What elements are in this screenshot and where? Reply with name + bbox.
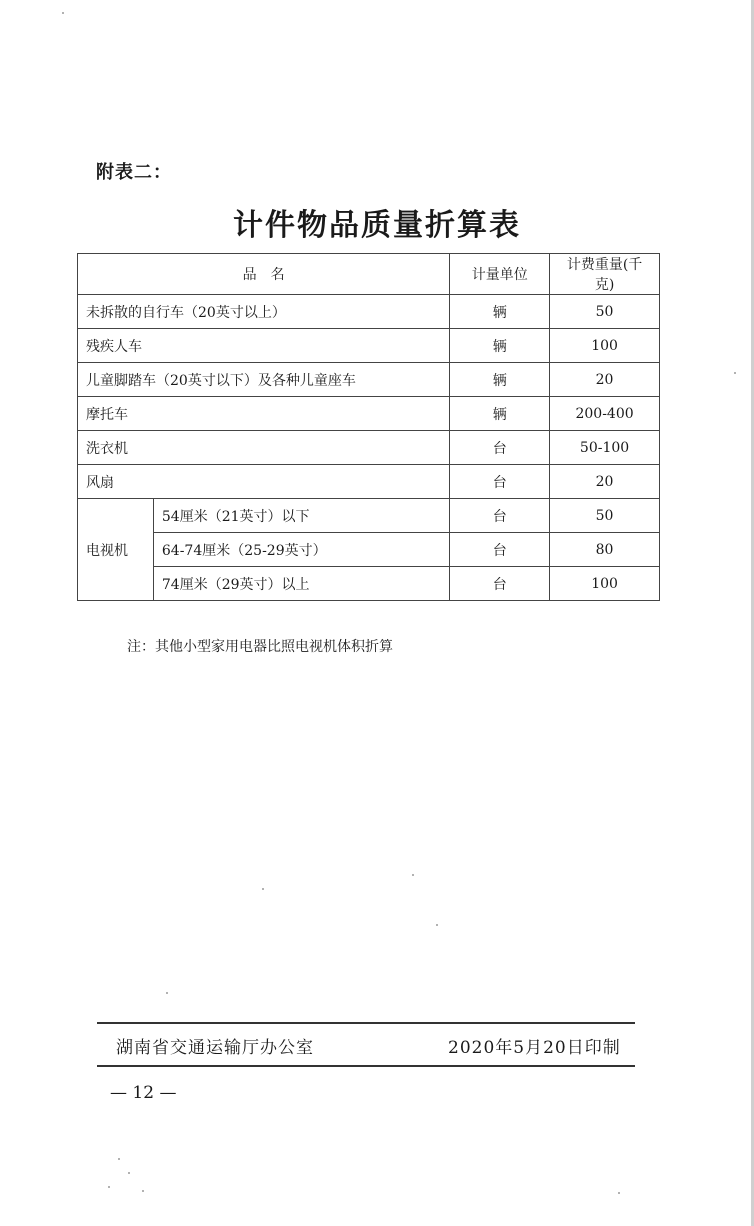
row-unit: 台 <box>450 465 550 499</box>
scan-speck <box>734 372 736 374</box>
row-unit: 辆 <box>450 295 550 329</box>
row-name: 54厘米（21英寸）以下 <box>153 499 449 533</box>
row-weight: 200-400 <box>550 397 660 431</box>
row-name: 74厘米（29英寸）以上 <box>153 567 449 601</box>
row-weight: 20 <box>550 363 660 397</box>
header-weight: 计费重量(千克) <box>550 254 660 295</box>
row-weight: 50 <box>550 499 660 533</box>
page-number: — 12 — <box>110 1083 177 1103</box>
scan-speck <box>62 12 64 14</box>
scan-speck <box>128 1172 130 1174</box>
scan-speck <box>262 888 264 890</box>
scan-speck <box>412 874 414 876</box>
row-name: 未拆散的自行车（20英寸以上） <box>78 295 450 329</box>
row-unit: 台 <box>450 499 550 533</box>
footer-rule-top <box>97 1022 635 1024</box>
table-row <box>78 499 660 533</box>
table-row <box>78 431 660 465</box>
row-name: 风扇 <box>78 465 450 499</box>
row-weight: 20 <box>550 465 660 499</box>
header-name: 品 名 <box>78 254 450 295</box>
table-row <box>78 363 660 397</box>
header-unit: 计量单位 <box>450 254 550 295</box>
table-row <box>78 397 660 431</box>
row-unit: 台 <box>450 431 550 465</box>
scan-speck <box>142 1190 144 1192</box>
row-name: 残疾人车 <box>78 329 450 363</box>
row-name: 摩托车 <box>78 397 450 431</box>
scan-speck <box>436 924 438 926</box>
scan-speck <box>118 1158 120 1160</box>
table-row <box>78 567 660 601</box>
issuer: 湖南省交通运输厅办公室 <box>116 1038 314 1058</box>
scan-speck <box>166 992 168 994</box>
row-unit: 辆 <box>450 329 550 363</box>
row-weight: 100 <box>550 329 660 363</box>
attachment-label: 附表二： <box>96 162 172 183</box>
row-unit: 辆 <box>450 397 550 431</box>
row-unit: 辆 <box>450 363 550 397</box>
table-note: 注：其他小型家用电器比照电视机体积折算 <box>127 639 393 655</box>
row-weight: 50-100 <box>550 431 660 465</box>
row-unit: 台 <box>450 533 550 567</box>
print-date: 2020年5月20日印制 <box>448 1038 621 1058</box>
document-title: 计件物品质量折算表 <box>233 208 521 243</box>
row-weight: 50 <box>550 295 660 329</box>
footer-rule-bottom <box>97 1065 635 1067</box>
row-weight: 80 <box>550 533 660 567</box>
scan-speck <box>108 1186 110 1188</box>
table-row <box>78 465 660 499</box>
table-row <box>78 295 660 329</box>
conversion-table <box>77 253 660 601</box>
row-unit: 台 <box>450 567 550 601</box>
table-row <box>78 329 660 363</box>
row-weight: 100 <box>550 567 660 601</box>
scan-speck <box>618 1192 620 1194</box>
table-row <box>78 533 660 567</box>
row-name: 64-74厘米（25-29英寸） <box>153 533 449 567</box>
row-name: 洗衣机 <box>78 431 450 465</box>
tv-group-label: 电视机 <box>78 499 154 601</box>
row-name: 儿童脚踏车（20英寸以下）及各种儿童座车 <box>78 363 450 397</box>
table-header-row <box>78 254 660 295</box>
